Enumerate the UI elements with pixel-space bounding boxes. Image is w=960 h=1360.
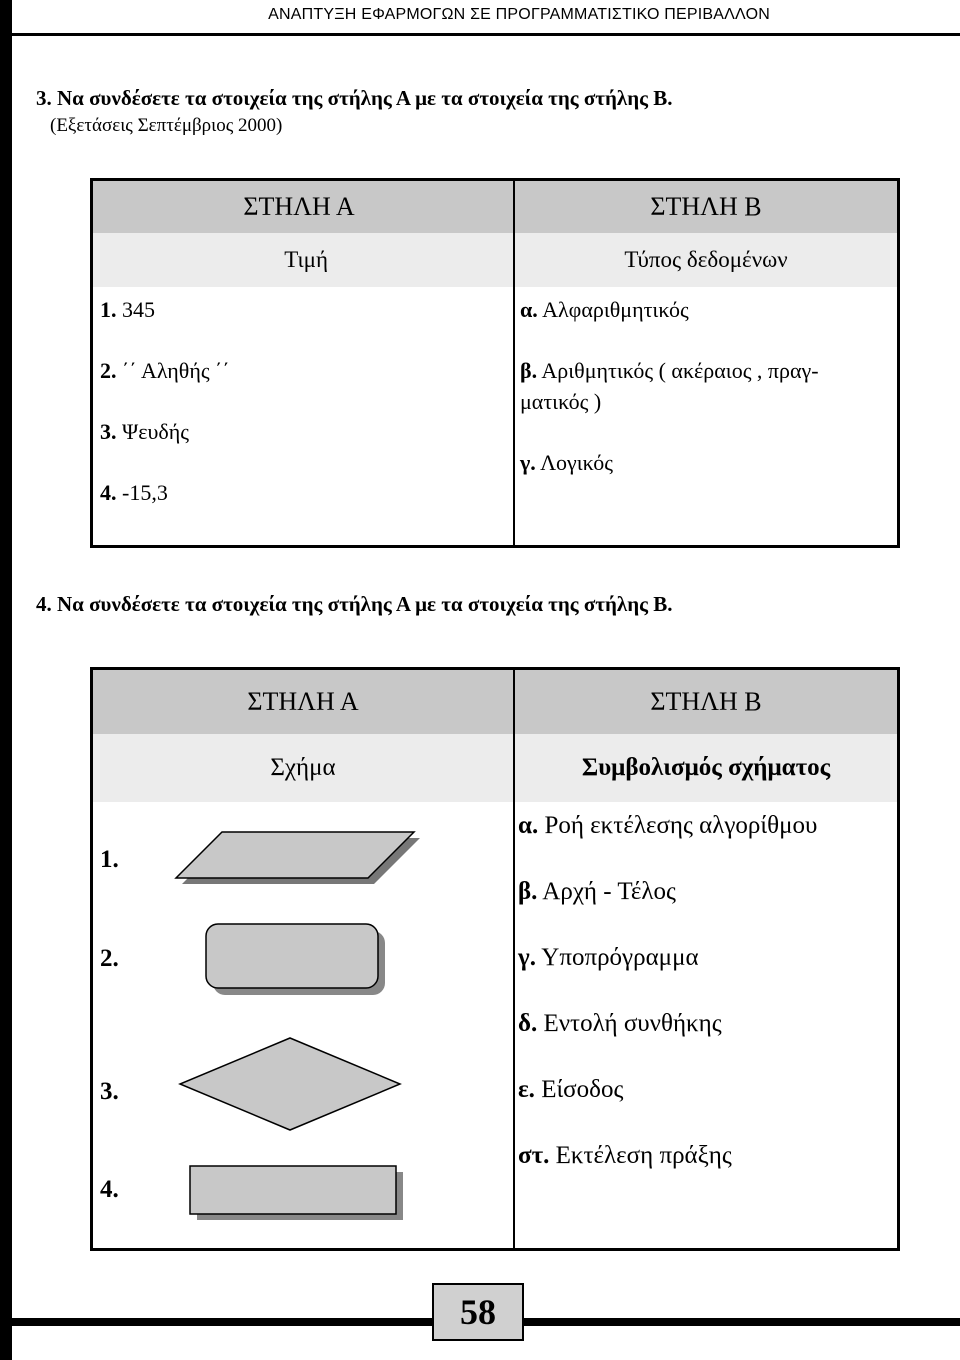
q3-b-item-b: β. Αριθμητικός ( ακέραιος , πραγ- [520, 358, 819, 383]
diamond-shape [180, 1038, 400, 1130]
q4-b-item-e: ε. Είσοδος [518, 1076, 624, 1103]
page-number: 58 [432, 1283, 524, 1341]
q3-b-item-c: γ. Λογικός [520, 450, 614, 475]
rounded-rectangle-shape [206, 924, 385, 995]
q4-b-item-c: γ. Υποπρόγραμμα [518, 944, 699, 971]
question-4-title: 4. Να συνδέσετε τα στοιχεία της στήλης Α με τα στοιχεία της στήλης Β. [36, 592, 673, 616]
question-3-subtitle: (Εξετάσεις Σεπτέμβριος 2000) [50, 115, 283, 136]
q4-col-a-header: ΣΤΗΛΗ Α [247, 687, 359, 717]
q4-a-item-3: 3. [100, 1078, 119, 1105]
q3-b-item-b-cont: ματικός ) [520, 389, 602, 414]
rectangle-shape [190, 1166, 403, 1220]
q4-shapes [150, 820, 430, 1220]
q4-col-b-header: ΣΤΗΛΗ Β [650, 687, 762, 717]
header-rule [12, 33, 960, 36]
q4-b-item-a: α. Ροή εκτέλεσης αλγορίθμου [518, 812, 818, 839]
q4-b-item-d: δ. Εντολή συνθήκης [518, 1010, 722, 1037]
running-header: ΑΝΑΠΤΥΞΗ ΕΦΑΡΜΟΓΩΝ ΣΕ ΠΡΟΓΡΑΜΜΑΤΙΣΤΙΚΟ ΠΕΡΙΒΑΛΛΟΝ [268, 6, 770, 23]
q3-a-item-1: 1. 345 [100, 297, 155, 322]
q4-a-item-1: 1. [100, 846, 119, 873]
q3-b-item-a: α. Αλφαριθμητικός [520, 297, 689, 322]
q3-col-b-header: ΣΤΗΛΗ Β [650, 192, 762, 221]
parallelogram-shape [176, 832, 420, 884]
question-3-title: 3. Να συνδέσετε τα στοιχεία της στήλης Α με τα στοιχεία της στήλης Β. [36, 86, 673, 110]
q3-col-a-sub: Τιμή [284, 247, 328, 272]
q3-a-item-3: 3. Ψευδής [100, 419, 189, 444]
q4-col-a-sub: Σχήμα [270, 754, 336, 782]
q3-col-b-sub: Τύπος δεδομένων [624, 247, 788, 272]
q4-a-item-4: 4. [100, 1176, 119, 1203]
q4-b-item-st: στ. Εκτέλεση πράξης [518, 1142, 732, 1169]
q3-a-item-4: 4. -15,3 [100, 480, 168, 505]
q4-b-item-b: β. Αρχή - Τέλος [518, 878, 676, 905]
q3-col-a-header: ΣΤΗΛΗ Α [243, 192, 355, 221]
q4-col-b-sub: Συμβολισμός σχήματος [581, 754, 831, 782]
left-margin-rule [0, 0, 12, 1360]
q3-a-item-2: 2. ΄΄ Αληθής ΄΄ [100, 358, 230, 383]
q4-a-item-2: 2. [100, 945, 119, 972]
